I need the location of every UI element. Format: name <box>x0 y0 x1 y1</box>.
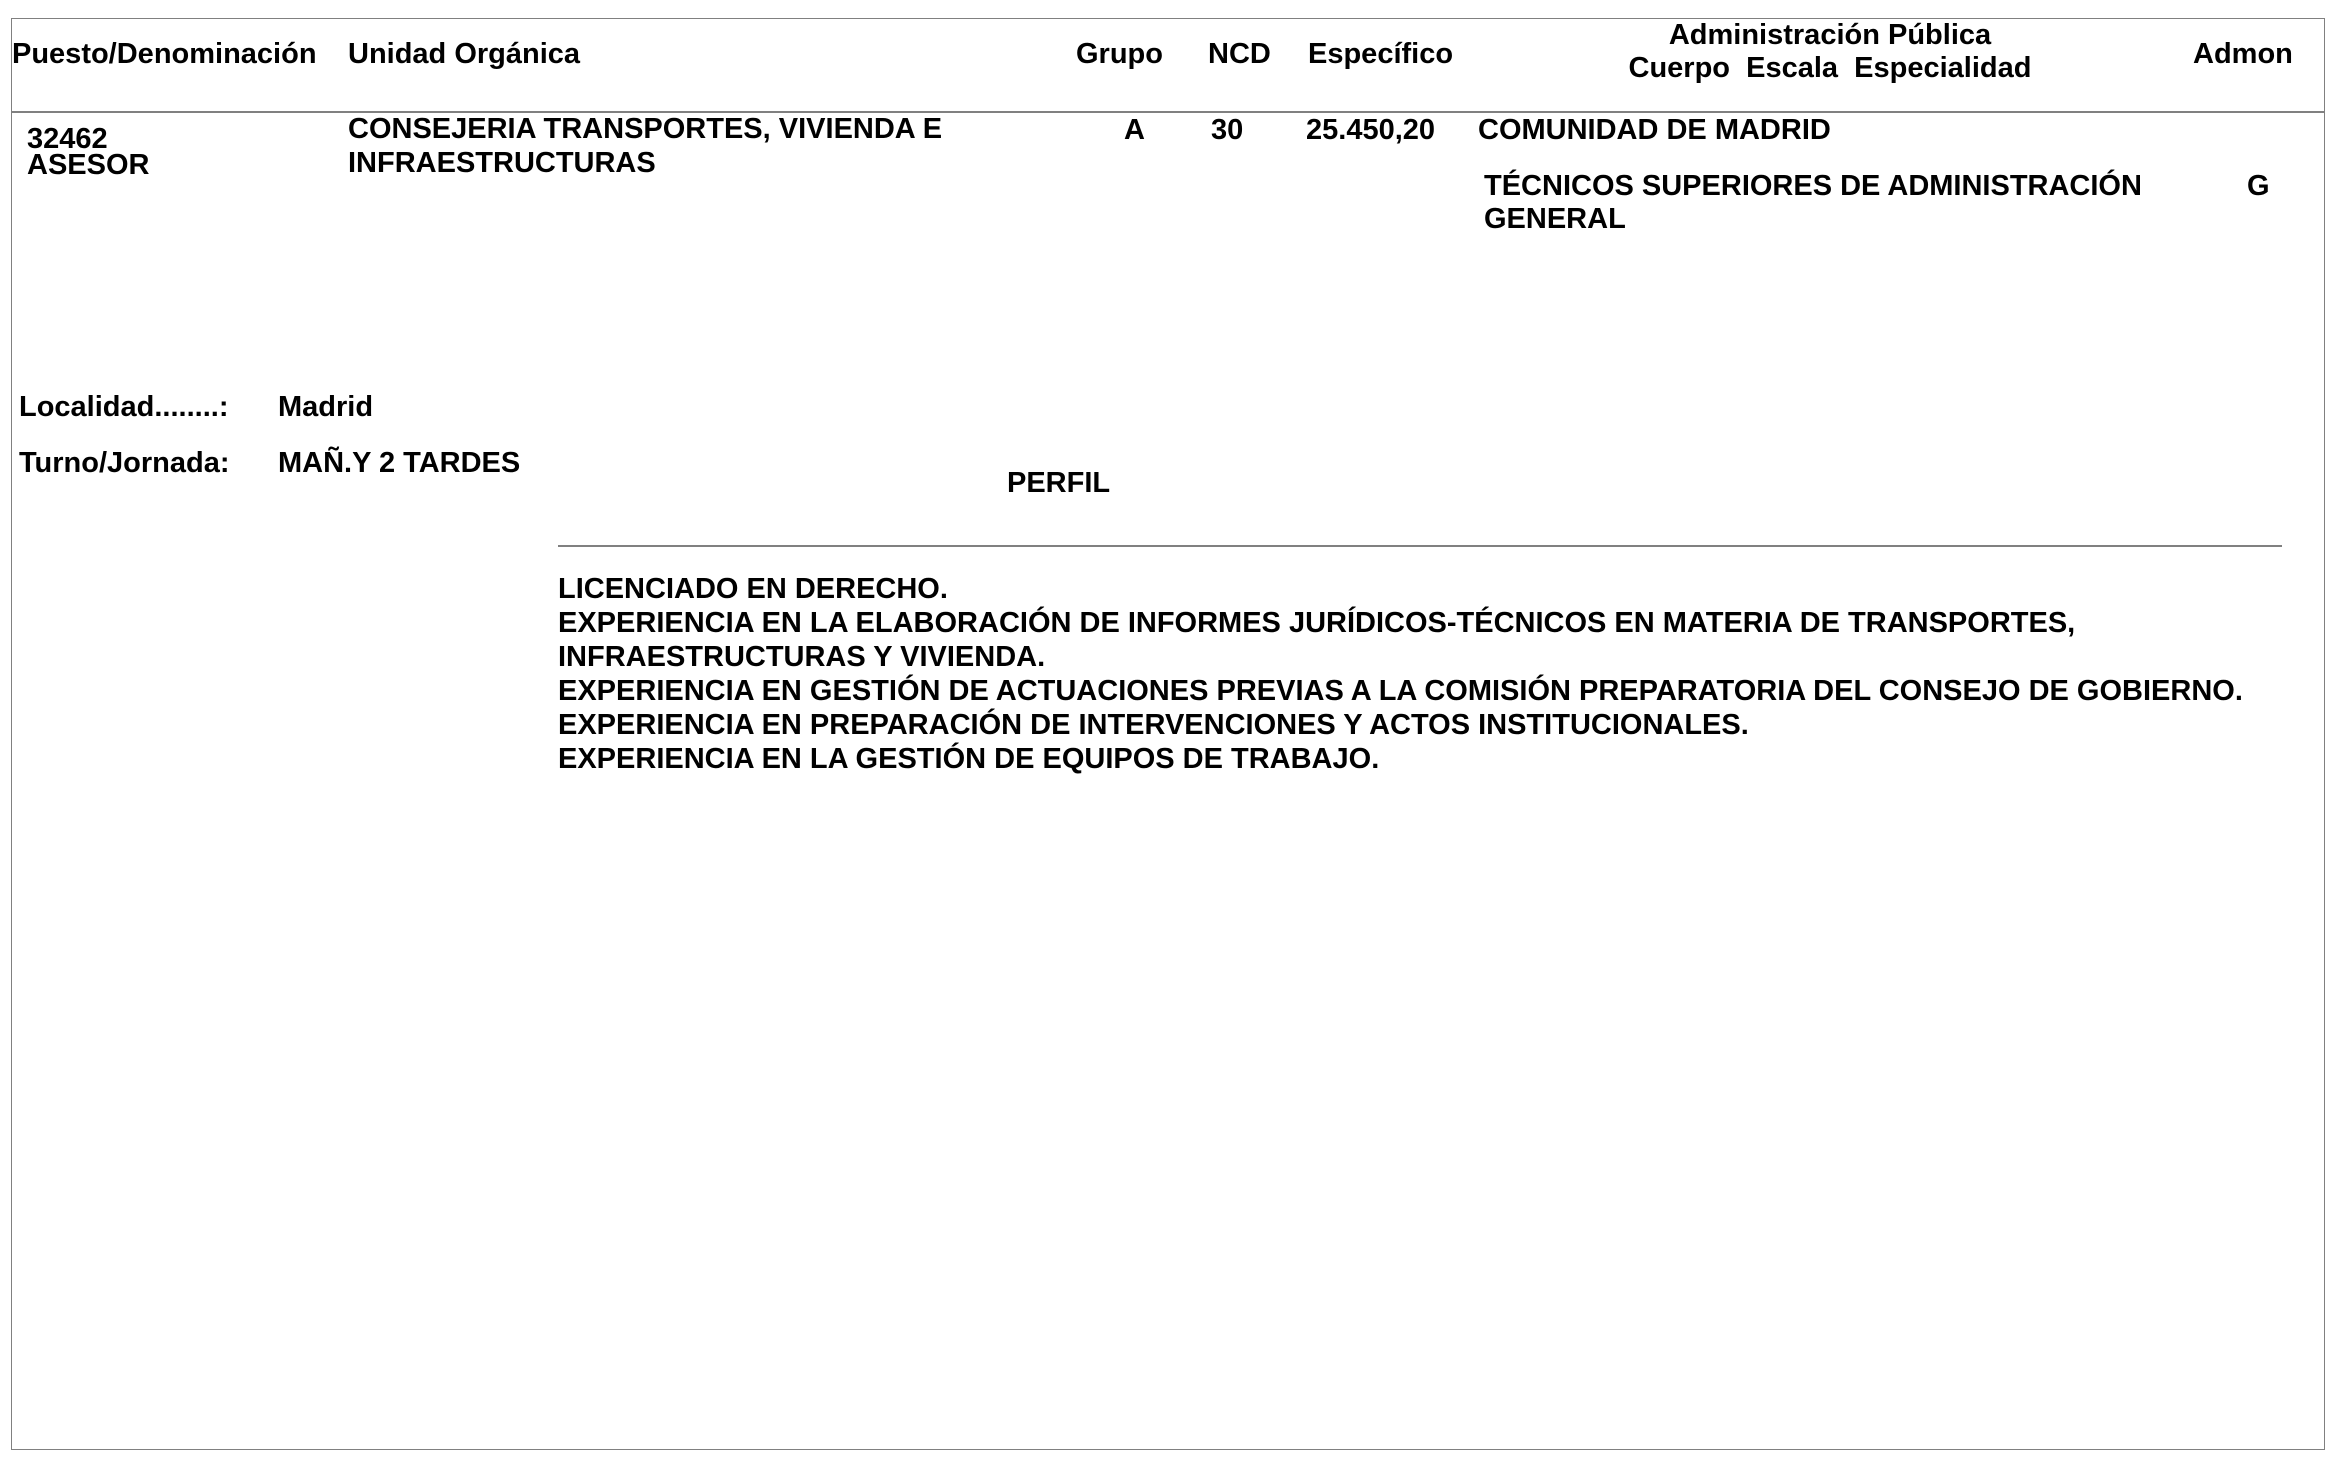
header-cuerpo-escala: Cuerpo Escala Especialidad <box>1628 52 2032 84</box>
header-grupo: Grupo <box>1076 38 1163 70</box>
unidad-organica-line1: CONSEJERIA TRANSPORTES, VIVIENDA E <box>348 113 943 145</box>
header-puesto: Puesto/Denominación <box>12 38 317 70</box>
puesto-numero: 32462 <box>27 123 108 155</box>
header-unidad: Unidad Orgánica <box>348 38 581 70</box>
perfil-line: LICENCIADO EN DERECHO. <box>558 573 948 605</box>
cuerpo-line2: GENERAL <box>1484 203 1626 235</box>
turno-value: MAÑ.Y 2 TARDES <box>278 447 521 479</box>
localidad-value: Madrid <box>278 391 374 423</box>
header-admin-publica: Administración Pública <box>1668 19 1992 51</box>
unidad-organica-line2: INFRAESTRUCTURAS <box>348 147 656 179</box>
header-admon: Admon <box>2193 38 2293 70</box>
perfil-title: PERFIL <box>1007 467 1111 499</box>
header-especifico: Específico <box>1308 38 1454 70</box>
perfil-line: EXPERIENCIA EN LA GESTIÓN DE EQUIPOS DE TRABAJO. <box>558 743 1380 775</box>
header-ncd: NCD <box>1208 38 1271 70</box>
perfil-line: EXPERIENCIA EN LA ELABORACIÓN DE INFORMES JURÍDICOS-TÉCNICOS EN MATERIA DE TRANSPORTES, <box>558 607 2076 639</box>
admon-value: G <box>2247 170 2270 202</box>
ncd-value: 30 <box>1211 114 1244 146</box>
grupo-value: A <box>1124 114 1145 146</box>
cuerpo-line1: TÉCNICOS SUPERIORES DE ADMINISTRACIÓN <box>1484 170 2142 202</box>
turno-label: Turno/Jornada: <box>19 447 230 479</box>
perfil-divider <box>558 545 2282 547</box>
perfil-line: INFRAESTRUCTURAS Y VIVIENDA. <box>558 641 1046 673</box>
perfil-line: EXPERIENCIA EN GESTIÓN DE ACTUACIONES PREVIAS A LA COMISIÓN PREPARATORIA DEL CONSEJO DE GOBIERNO. <box>558 675 2243 707</box>
especifico-value: 25.450,20 <box>1306 114 1436 146</box>
administracion-value: COMUNIDAD DE MADRID <box>1478 114 1831 146</box>
localidad-label: Localidad........: <box>19 391 229 423</box>
puesto-denominacion: ASESOR <box>27 149 150 181</box>
perfil-line: EXPERIENCIA EN PREPARACIÓN DE INTERVENCIONES Y ACTOS INSTITUCIONALES. <box>558 709 1749 741</box>
